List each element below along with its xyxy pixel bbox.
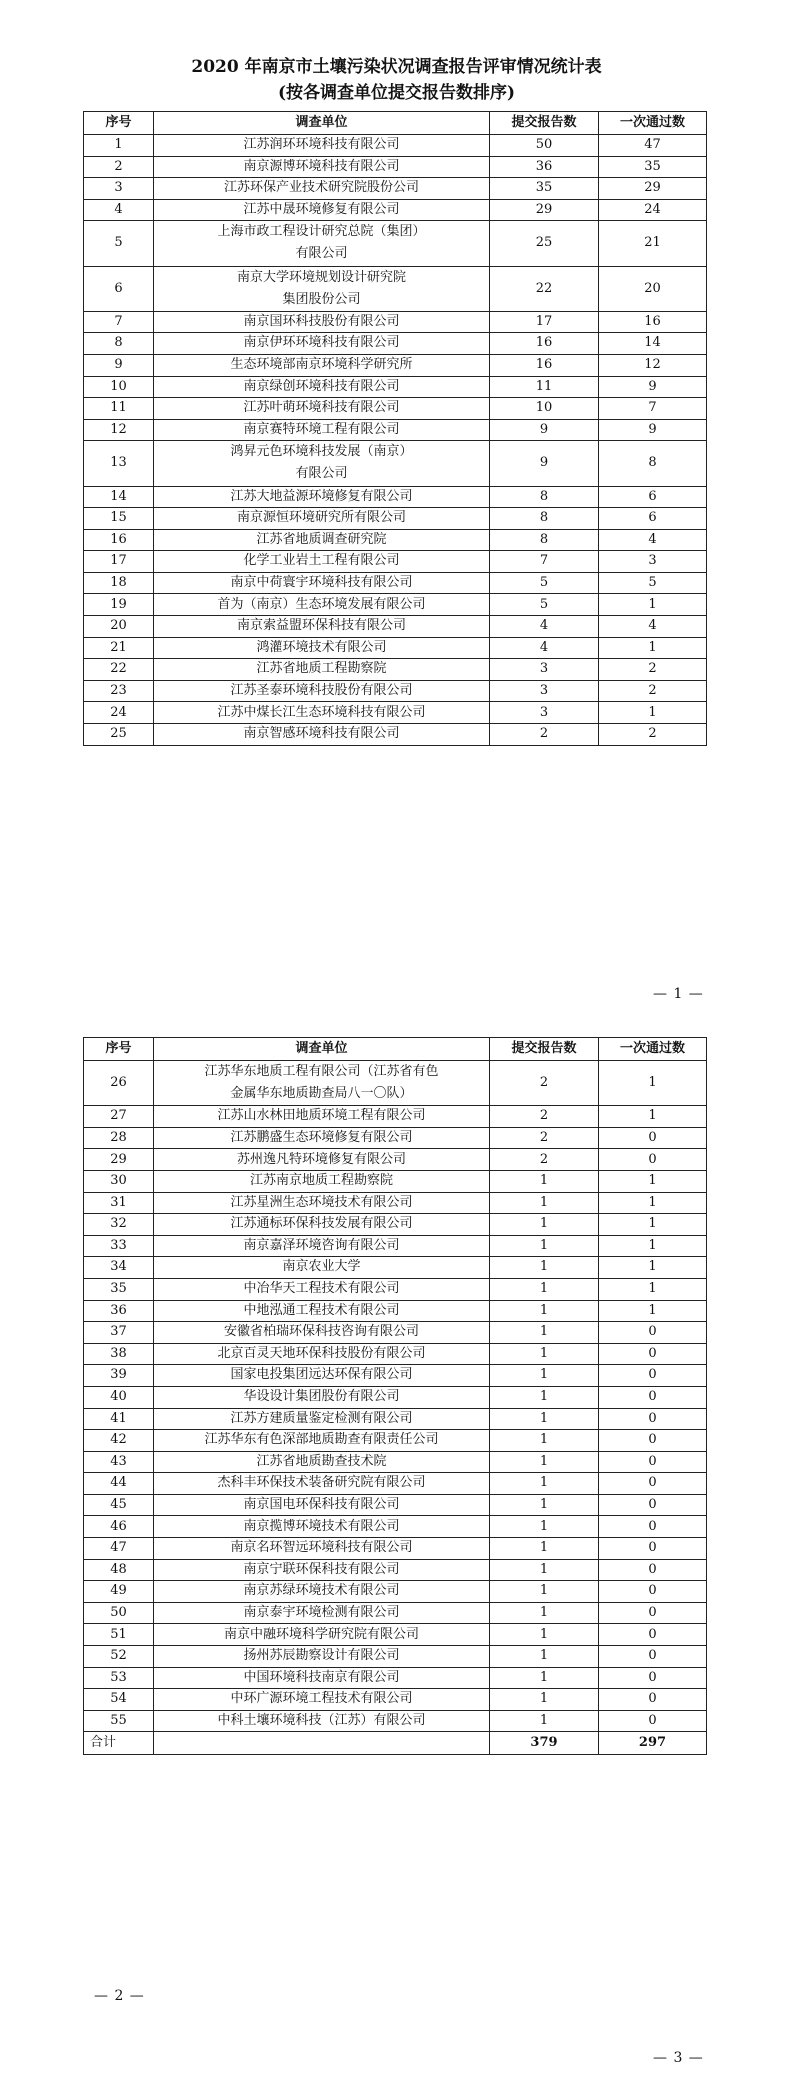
row-submitted: 1 xyxy=(490,1538,599,1560)
row-submitted: 16 xyxy=(490,354,599,376)
row-number: 51 xyxy=(84,1624,154,1646)
table-row xyxy=(84,724,707,746)
header-no: 序号 xyxy=(84,1038,154,1061)
row-submitted: 36 xyxy=(490,156,599,178)
row-passed: 5 xyxy=(599,572,707,594)
table-row xyxy=(84,1473,707,1495)
table-row xyxy=(84,1386,707,1408)
row-number: 23 xyxy=(84,680,154,702)
row-passed: 0 xyxy=(599,1602,707,1624)
document-subtitle: (按各调查单位提交报告数排序) xyxy=(277,83,516,103)
row-submitted: 1 xyxy=(490,1170,599,1192)
row-number: 14 xyxy=(84,486,154,508)
row-submitted: 1 xyxy=(490,1516,599,1538)
row-passed: 0 xyxy=(599,1430,707,1452)
row-passed: 2 xyxy=(599,724,707,746)
row-unit: 江苏南京地质工程勘察院 xyxy=(154,1170,490,1192)
table-row xyxy=(84,529,707,551)
page-number: — 1 — xyxy=(653,986,704,1002)
table-row xyxy=(84,1710,707,1732)
table-row xyxy=(84,1192,707,1214)
row-unit: 南京嘉泽环境咨询有限公司 xyxy=(154,1235,490,1257)
row-passed: 20 xyxy=(599,266,707,311)
table-row xyxy=(84,1581,707,1603)
row-unit: 江苏星洲生态环境技术有限公司 xyxy=(154,1192,490,1214)
row-number: 21 xyxy=(84,637,154,659)
row-passed: 1 xyxy=(599,637,707,659)
row-passed: 35 xyxy=(599,156,707,178)
row-unit: 江苏中煤长江生态环境科技有限公司 xyxy=(154,702,490,724)
row-submitted: 9 xyxy=(490,419,599,441)
row-submitted: 17 xyxy=(490,311,599,333)
row-submitted: 3 xyxy=(490,659,599,681)
row-passed: 4 xyxy=(599,616,707,638)
total-unit-empty xyxy=(154,1732,490,1755)
row-submitted: 50 xyxy=(490,135,599,157)
row-passed: 0 xyxy=(599,1408,707,1430)
row-number: 15 xyxy=(84,508,154,530)
row-passed: 0 xyxy=(599,1451,707,1473)
row-unit: 江苏圣泰环境科技股份有限公司 xyxy=(154,680,490,702)
table-row xyxy=(84,1602,707,1624)
row-passed: 0 xyxy=(599,1494,707,1516)
table-row xyxy=(84,1170,707,1192)
row-unit: 生态环境部南京环境科学研究所 xyxy=(154,354,490,376)
row-unit: 中环广源环境工程技术有限公司 xyxy=(154,1689,490,1711)
row-passed: 0 xyxy=(599,1538,707,1560)
row-unit: 江苏省地质工程勘察院 xyxy=(154,659,490,681)
row-passed: 47 xyxy=(599,135,707,157)
table-header-row xyxy=(84,1038,707,1061)
row-number: 32 xyxy=(84,1214,154,1236)
total-passed: 297 xyxy=(599,1732,707,1755)
row-submitted: 1 xyxy=(490,1322,599,1344)
row-submitted: 1 xyxy=(490,1430,599,1452)
header-passed: 一次通过数 xyxy=(599,112,707,135)
row-number: 11 xyxy=(84,398,154,420)
row-number: 31 xyxy=(84,1192,154,1214)
row-number: 18 xyxy=(84,572,154,594)
row-number: 26 xyxy=(84,1061,154,1106)
table-row xyxy=(84,1624,707,1646)
row-number: 54 xyxy=(84,1689,154,1711)
table-row xyxy=(84,1214,707,1236)
row-submitted: 1 xyxy=(490,1581,599,1603)
row-passed: 2 xyxy=(599,659,707,681)
row-unit: 江苏大地益源环境修复有限公司 xyxy=(154,486,490,508)
row-submitted: 1 xyxy=(490,1300,599,1322)
row-unit: 中冶华天工程技术有限公司 xyxy=(154,1278,490,1300)
row-passed: 0 xyxy=(599,1710,707,1732)
row-unit: 南京国电环保科技有限公司 xyxy=(154,1494,490,1516)
total-label: 合计 xyxy=(84,1732,154,1755)
row-submitted: 4 xyxy=(490,637,599,659)
table-row xyxy=(84,1127,707,1149)
row-submitted: 1 xyxy=(490,1494,599,1516)
row-submitted: 5 xyxy=(490,572,599,594)
row-passed: 0 xyxy=(599,1343,707,1365)
table-row xyxy=(84,1494,707,1516)
row-unit: 南京苏绿环境技术有限公司 xyxy=(154,1581,490,1603)
table-row xyxy=(84,659,707,681)
row-unit: 江苏华东地质工程有限公司（江苏省有色 金属华东地质勘查局八一〇队） xyxy=(154,1061,490,1106)
row-passed: 4 xyxy=(599,529,707,551)
stats-table-page-2 xyxy=(83,1037,707,1755)
row-number: 4 xyxy=(84,199,154,221)
header-passed: 一次通过数 xyxy=(599,1038,707,1061)
row-submitted: 2 xyxy=(490,1061,599,1106)
row-passed: 0 xyxy=(599,1149,707,1171)
row-number: 9 xyxy=(84,354,154,376)
table-row xyxy=(84,199,707,221)
table-row xyxy=(84,1257,707,1279)
table-row xyxy=(84,354,707,376)
row-submitted: 10 xyxy=(490,398,599,420)
table-row xyxy=(84,486,707,508)
row-number: 19 xyxy=(84,594,154,616)
row-passed: 29 xyxy=(599,178,707,200)
table-row xyxy=(84,1149,707,1171)
row-unit: 安徽省柏瑞环保科技咨询有限公司 xyxy=(154,1322,490,1344)
row-passed: 1 xyxy=(599,1170,707,1192)
table-row xyxy=(84,616,707,638)
row-unit: 南京伊环环境科技有限公司 xyxy=(154,333,490,355)
row-submitted: 9 xyxy=(490,441,599,486)
row-submitted: 1 xyxy=(490,1408,599,1430)
header-unit: 调查单位 xyxy=(154,112,490,135)
row-passed: 12 xyxy=(599,354,707,376)
row-unit: 北京百灵天地环保科技股份有限公司 xyxy=(154,1343,490,1365)
row-number: 16 xyxy=(84,529,154,551)
row-passed: 0 xyxy=(599,1516,707,1538)
row-unit: 江苏省地质调查研究院 xyxy=(154,529,490,551)
row-unit: 南京揽博环境技术有限公司 xyxy=(154,1516,490,1538)
row-unit: 首为（南京）生态环境发展有限公司 xyxy=(154,594,490,616)
row-passed: 0 xyxy=(599,1127,707,1149)
table-row xyxy=(84,1559,707,1581)
row-unit: 江苏通标环保科技发展有限公司 xyxy=(154,1214,490,1236)
row-submitted: 1 xyxy=(490,1235,599,1257)
page-number: — 2 — xyxy=(94,1988,145,2004)
row-submitted: 1 xyxy=(490,1365,599,1387)
row-unit: 南京绿创环境科技有限公司 xyxy=(154,376,490,398)
row-passed: 0 xyxy=(599,1689,707,1711)
row-submitted: 7 xyxy=(490,551,599,573)
row-number: 6 xyxy=(84,266,154,311)
row-number: 22 xyxy=(84,659,154,681)
row-unit: 南京农业大学 xyxy=(154,1257,490,1279)
table-row xyxy=(84,1343,707,1365)
table-row xyxy=(84,398,707,420)
row-passed: 0 xyxy=(599,1624,707,1646)
row-unit: 苏州逸凡特环境修复有限公司 xyxy=(154,1149,490,1171)
table-body-page-2 xyxy=(84,1061,707,1732)
row-number: 49 xyxy=(84,1581,154,1603)
row-passed: 1 xyxy=(599,1300,707,1322)
table-row xyxy=(84,1667,707,1689)
row-passed: 9 xyxy=(599,419,707,441)
table-row xyxy=(84,1322,707,1344)
row-number: 7 xyxy=(84,311,154,333)
row-passed: 1 xyxy=(599,1278,707,1300)
row-passed: 0 xyxy=(599,1322,707,1344)
row-unit: 南京名环智远环境科技有限公司 xyxy=(154,1538,490,1560)
row-unit: 扬州苏辰勘察设计有限公司 xyxy=(154,1646,490,1668)
row-passed: 1 xyxy=(599,1235,707,1257)
row-number: 28 xyxy=(84,1127,154,1149)
row-passed: 1 xyxy=(599,1257,707,1279)
total-submitted: 379 xyxy=(490,1732,599,1755)
row-passed: 1 xyxy=(599,702,707,724)
page-number: — 3 — xyxy=(653,2050,704,2066)
header-unit: 调查单位 xyxy=(154,1038,490,1061)
table-row xyxy=(84,1106,707,1128)
row-unit: 江苏山水林田地质环境工程有限公司 xyxy=(154,1106,490,1128)
row-submitted: 22 xyxy=(490,266,599,311)
row-submitted: 1 xyxy=(490,1214,599,1236)
row-number: 29 xyxy=(84,1149,154,1171)
table-row xyxy=(84,1408,707,1430)
row-number: 46 xyxy=(84,1516,154,1538)
row-number: 37 xyxy=(84,1322,154,1344)
row-number: 24 xyxy=(84,702,154,724)
header-no: 序号 xyxy=(84,112,154,135)
table-row xyxy=(84,266,707,311)
row-submitted: 3 xyxy=(490,702,599,724)
row-submitted: 35 xyxy=(490,178,599,200)
row-number: 48 xyxy=(84,1559,154,1581)
table-row xyxy=(84,1689,707,1711)
row-unit: 化学工业岩土工程有限公司 xyxy=(154,551,490,573)
header-submitted: 提交报告数 xyxy=(490,112,599,135)
row-number: 45 xyxy=(84,1494,154,1516)
row-submitted: 1 xyxy=(490,1689,599,1711)
row-unit: 江苏省地质勘查技术院 xyxy=(154,1451,490,1473)
table-row xyxy=(84,1300,707,1322)
row-unit: 南京宁联环保科技有限公司 xyxy=(154,1559,490,1581)
row-unit: 中科土壤环境科技（江苏）有限公司 xyxy=(154,1710,490,1732)
row-passed: 0 xyxy=(599,1473,707,1495)
row-submitted: 3 xyxy=(490,680,599,702)
row-number: 3 xyxy=(84,178,154,200)
row-unit: 南京源恒环境研究所有限公司 xyxy=(154,508,490,530)
table-row xyxy=(84,1516,707,1538)
row-unit: 鸿昇元色环境科技发展（南京） 有限公司 xyxy=(154,441,490,486)
row-passed: 0 xyxy=(599,1386,707,1408)
row-passed: 0 xyxy=(599,1667,707,1689)
row-unit: 中国环境科技南京有限公司 xyxy=(154,1667,490,1689)
table-row xyxy=(84,637,707,659)
row-submitted: 1 xyxy=(490,1624,599,1646)
row-passed: 6 xyxy=(599,508,707,530)
table-row xyxy=(84,178,707,200)
row-passed: 1 xyxy=(599,1214,707,1236)
row-number: 25 xyxy=(84,724,154,746)
table-row xyxy=(84,1646,707,1668)
table-row xyxy=(84,1235,707,1257)
row-submitted: 16 xyxy=(490,333,599,355)
row-submitted: 11 xyxy=(490,376,599,398)
row-passed: 7 xyxy=(599,398,707,420)
row-unit: 国家电投集团远达环保有限公司 xyxy=(154,1365,490,1387)
row-number: 40 xyxy=(84,1386,154,1408)
row-unit: 南京赛特环境工程有限公司 xyxy=(154,419,490,441)
row-passed: 1 xyxy=(599,594,707,616)
stats-table-page-1 xyxy=(83,111,707,746)
row-unit: 南京中荷寰宇环境科技有限公司 xyxy=(154,572,490,594)
row-unit: 江苏鹏盛生态环境修复有限公司 xyxy=(154,1127,490,1149)
row-submitted: 1 xyxy=(490,1473,599,1495)
row-passed: 16 xyxy=(599,311,707,333)
row-submitted: 1 xyxy=(490,1386,599,1408)
row-passed: 0 xyxy=(599,1559,707,1581)
row-number: 43 xyxy=(84,1451,154,1473)
row-submitted: 25 xyxy=(490,221,599,266)
table-row xyxy=(84,1365,707,1387)
row-submitted: 1 xyxy=(490,1192,599,1214)
row-unit: 鸿灌环境技术有限公司 xyxy=(154,637,490,659)
table-row xyxy=(84,441,707,486)
table-row xyxy=(84,1451,707,1473)
row-unit: 南京国环科技股份有限公司 xyxy=(154,311,490,333)
row-submitted: 1 xyxy=(490,1278,599,1300)
row-number: 44 xyxy=(84,1473,154,1495)
row-number: 20 xyxy=(84,616,154,638)
row-passed: 14 xyxy=(599,333,707,355)
row-unit: 华设设计集团股份有限公司 xyxy=(154,1386,490,1408)
row-passed: 1 xyxy=(599,1061,707,1106)
row-unit: 南京智感环境科技有限公司 xyxy=(154,724,490,746)
row-submitted: 8 xyxy=(490,486,599,508)
row-number: 52 xyxy=(84,1646,154,1668)
row-submitted: 8 xyxy=(490,529,599,551)
row-submitted: 1 xyxy=(490,1343,599,1365)
row-submitted: 8 xyxy=(490,508,599,530)
row-number: 47 xyxy=(84,1538,154,1560)
row-number: 53 xyxy=(84,1667,154,1689)
row-submitted: 1 xyxy=(490,1646,599,1668)
row-passed: 0 xyxy=(599,1646,707,1668)
table-row xyxy=(84,1430,707,1452)
row-passed: 8 xyxy=(599,441,707,486)
row-number: 39 xyxy=(84,1365,154,1387)
row-number: 34 xyxy=(84,1257,154,1279)
row-unit: 南京大学环境规划设计研究院 集团股份公司 xyxy=(154,266,490,311)
document-title: 2020 年南京市土壤污染状况调查报告评审情况统计表 xyxy=(191,57,602,77)
row-passed: 24 xyxy=(599,199,707,221)
table-row xyxy=(84,135,707,157)
table-row xyxy=(84,594,707,616)
row-passed: 6 xyxy=(599,486,707,508)
row-number: 50 xyxy=(84,1602,154,1624)
row-submitted: 1 xyxy=(490,1667,599,1689)
row-passed: 1 xyxy=(599,1192,707,1214)
row-unit: 江苏华东有色深部地质勘查有限责任公司 xyxy=(154,1430,490,1452)
row-submitted: 29 xyxy=(490,199,599,221)
row-passed: 1 xyxy=(599,1106,707,1128)
row-number: 12 xyxy=(84,419,154,441)
table-row xyxy=(84,1538,707,1560)
row-passed: 9 xyxy=(599,376,707,398)
table-row xyxy=(84,221,707,266)
table-header-row xyxy=(84,112,707,135)
row-submitted: 2 xyxy=(490,1106,599,1128)
row-number: 13 xyxy=(84,441,154,486)
row-number: 41 xyxy=(84,1408,154,1430)
row-submitted: 2 xyxy=(490,1127,599,1149)
row-submitted: 1 xyxy=(490,1257,599,1279)
row-unit: 江苏方建质量鉴定检测有限公司 xyxy=(154,1408,490,1430)
row-unit: 江苏中晟环境修复有限公司 xyxy=(154,199,490,221)
table-row xyxy=(84,508,707,530)
row-number: 10 xyxy=(84,376,154,398)
row-passed: 3 xyxy=(599,551,707,573)
total-row xyxy=(84,1732,707,1755)
row-unit: 中地泓通工程技术有限公司 xyxy=(154,1300,490,1322)
row-submitted: 1 xyxy=(490,1451,599,1473)
row-submitted: 1 xyxy=(490,1710,599,1732)
row-number: 17 xyxy=(84,551,154,573)
row-number: 8 xyxy=(84,333,154,355)
row-number: 1 xyxy=(84,135,154,157)
table-row xyxy=(84,572,707,594)
table-row xyxy=(84,551,707,573)
row-unit: 江苏润环环境科技有限公司 xyxy=(154,135,490,157)
row-number: 42 xyxy=(84,1430,154,1452)
row-number: 27 xyxy=(84,1106,154,1128)
table-row xyxy=(84,311,707,333)
row-unit: 南京源博环境科技有限公司 xyxy=(154,156,490,178)
row-unit: 南京索益盟环保科技有限公司 xyxy=(154,616,490,638)
row-submitted: 1 xyxy=(490,1602,599,1624)
row-passed: 21 xyxy=(599,221,707,266)
row-submitted: 4 xyxy=(490,616,599,638)
row-passed: 0 xyxy=(599,1365,707,1387)
row-unit: 江苏叶萌环境科技有限公司 xyxy=(154,398,490,420)
row-number: 35 xyxy=(84,1278,154,1300)
table-body-page-1 xyxy=(84,135,707,746)
row-number: 2 xyxy=(84,156,154,178)
table-row xyxy=(84,680,707,702)
row-number: 5 xyxy=(84,221,154,266)
row-unit: 上海市政工程设计研究总院（集团） 有限公司 xyxy=(154,221,490,266)
table-row xyxy=(84,156,707,178)
row-unit: 杰科丰环保技术装备研究院有限公司 xyxy=(154,1473,490,1495)
row-unit: 江苏环保产业技术研究院股份公司 xyxy=(154,178,490,200)
table-row xyxy=(84,1061,707,1106)
table-row xyxy=(84,419,707,441)
row-unit: 南京中融环境科学研究院有限公司 xyxy=(154,1624,490,1646)
row-submitted: 5 xyxy=(490,594,599,616)
table-row xyxy=(84,1278,707,1300)
row-number: 36 xyxy=(84,1300,154,1322)
row-unit: 南京泰宇环境检测有限公司 xyxy=(154,1602,490,1624)
table-row xyxy=(84,702,707,724)
header-submitted: 提交报告数 xyxy=(490,1038,599,1061)
table-row xyxy=(84,333,707,355)
row-submitted: 2 xyxy=(490,1149,599,1171)
row-submitted: 2 xyxy=(490,724,599,746)
row-passed: 0 xyxy=(599,1581,707,1603)
row-number: 30 xyxy=(84,1170,154,1192)
row-number: 55 xyxy=(84,1710,154,1732)
row-number: 38 xyxy=(84,1343,154,1365)
row-submitted: 1 xyxy=(490,1559,599,1581)
table-row xyxy=(84,376,707,398)
row-passed: 2 xyxy=(599,680,707,702)
row-number: 33 xyxy=(84,1235,154,1257)
